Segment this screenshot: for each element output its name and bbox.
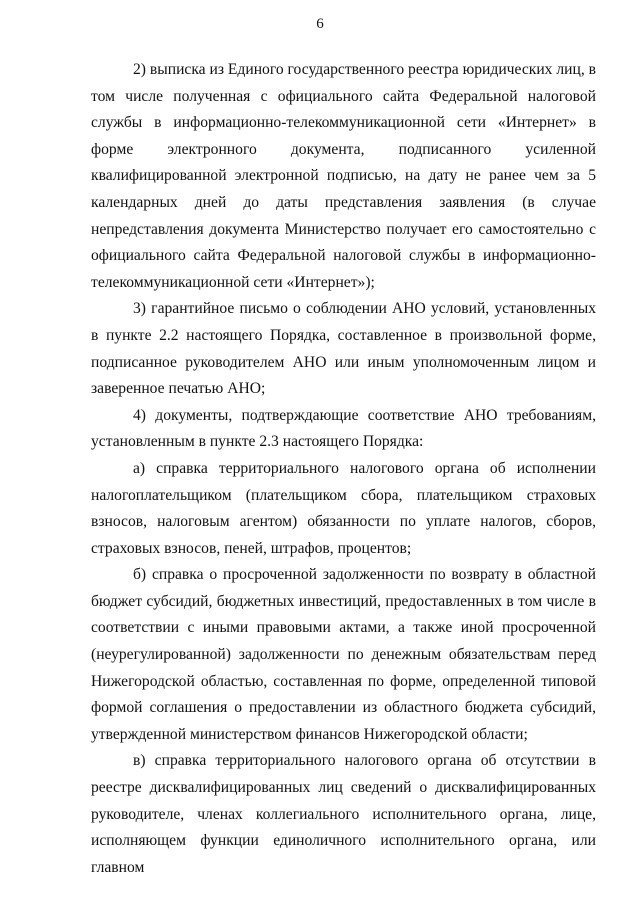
paragraph-tax-certificate: а) справка территориального налогового органа об исполнении налогоплательщиком (плательщиком сбора, плательщиком страховых взносов, налоговым агентом) обязанности по уплате налогов, сборов, страховых взносов, пеней, штрафов, процентов; <box>91 459 596 557</box>
paragraph-egrul-extract: 2) выписка из Единого государственного реестра юридических лиц, в том числе полученная с официального сайта Федеральной налоговой службы в информационно-телекоммуникационной сети «Интернет» в форме электронного документа, подписанного усиленной квалифицированной электронной подписью, на дату не ранее чем за 5 календарных дней до даты представления заявления (в случае непредставления документа Министерство получает его самостоятельно с официального сайта Федеральной налоговой службы в информационно-телекоммуникационной сети «Интернет»); <box>91 61 597 291</box>
page-number: 6 <box>316 16 324 32</box>
paragraph-overdue-debt-certificate: б) справка о просроченной задолженности по возврату в областной бюджет субсидий, бюджетных инвестиций, предоставленных в том числе в соответствии с иными правовыми актами, а также иной просроченной (неурегулированной) задолженности по денежным обязательствам перед Нижегородской областью, составленная по форме, определенной типовой формой соглашения о предоставлении из областного бюджета субсидий, утвержденной министерством финансов Нижегородской области; <box>91 566 596 743</box>
paragraph-guarantee-letter: 3) гарантийное письмо о соблюдении АНО условий, установленных в пункте 2.2 настоящего Порядка, составленное в произвольной форме, подписанное руководителем АНО или иным уполномоченным лицом и заверенное печатью АНО; <box>91 300 596 398</box>
document-body <box>91 57 596 881</box>
paragraph-disqualification-certificate: в) справка территориального налогового органа об отсутствии в реестре дисквалифицированных лиц сведений о дисквалифицированных руководителе, членах коллегиального исполнительного органа, лице, исполняющем функции единоличного исполнительного органа, или главном <box>91 752 596 876</box>
paragraph-compliance-documents: 4) документы, подтверждающие соответствие АНО требованиям, установленным в пункте 2.3 настоящего Порядка: <box>91 406 596 451</box>
